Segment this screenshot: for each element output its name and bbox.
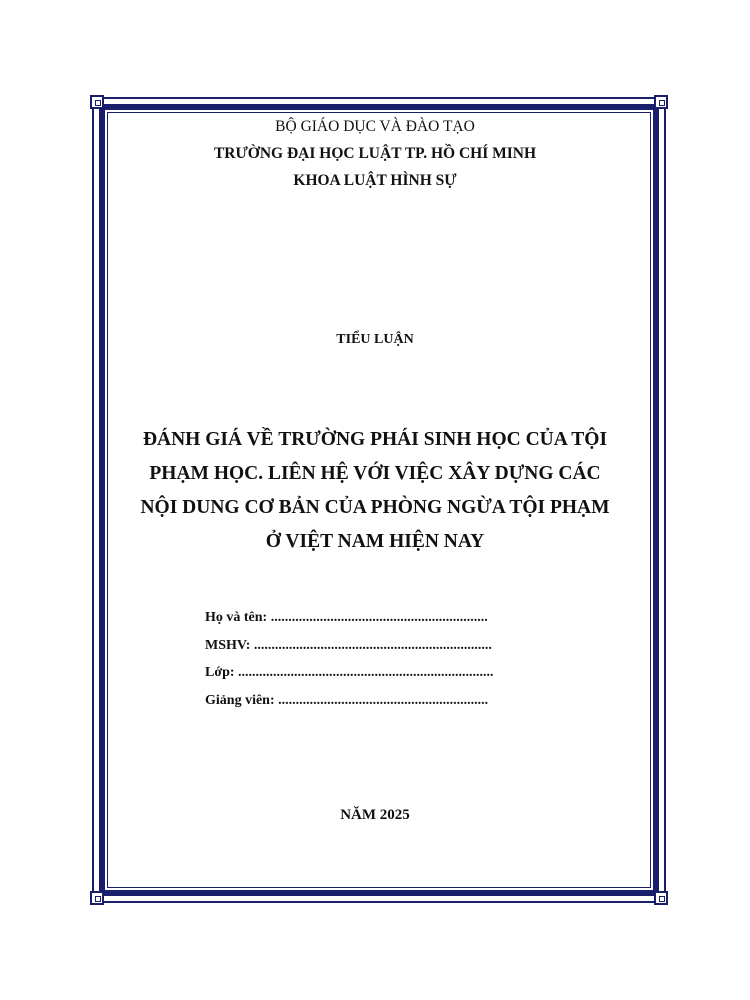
border-corner-ornament <box>654 891 668 905</box>
document-title <box>110 423 640 559</box>
faculty-name: KHOA LUẬT HÌNH SỰ <box>293 172 457 189</box>
student-name-field: Họ và tên: .............................................................. <box>205 610 488 625</box>
title-line: PHẠM HỌC. LIÊN HỆ VỚI VIỆC XÂY DỰNG CÁC <box>149 463 601 484</box>
university-name: TRƯỜNG ĐẠI HỌC LUẬT TP. HỒ CHÍ MINH <box>213 145 537 162</box>
ministry-name: BỘ GIÁO DỤC VÀ ĐÀO TẠO <box>275 118 475 135</box>
border-corner-ornament <box>654 95 668 109</box>
title-line: ĐÁNH GIÁ VỀ TRƯỜNG PHÁI SINH HỌC CỦA TỘI <box>142 429 608 450</box>
student-id-field: MSHV: .................................................................... <box>205 637 492 653</box>
title-line: NỘI DUNG CƠ BẢN CỦA PHÒNG NGỪA TỘI PHẠM <box>140 497 610 518</box>
class-field: Lớp: ......................................................................... <box>205 665 494 680</box>
student-info <box>205 604 545 714</box>
border-corner-ornament <box>90 891 104 905</box>
lecturer-field: Giảng viên: ............................................................ <box>205 692 489 708</box>
document-year: NĂM 2025 <box>340 807 410 823</box>
title-line: Ở VIỆT NAM HIỆN NAY <box>265 531 485 552</box>
border-corner-ornament <box>90 95 104 109</box>
document-type: TIỂU LUẬN <box>336 332 414 347</box>
